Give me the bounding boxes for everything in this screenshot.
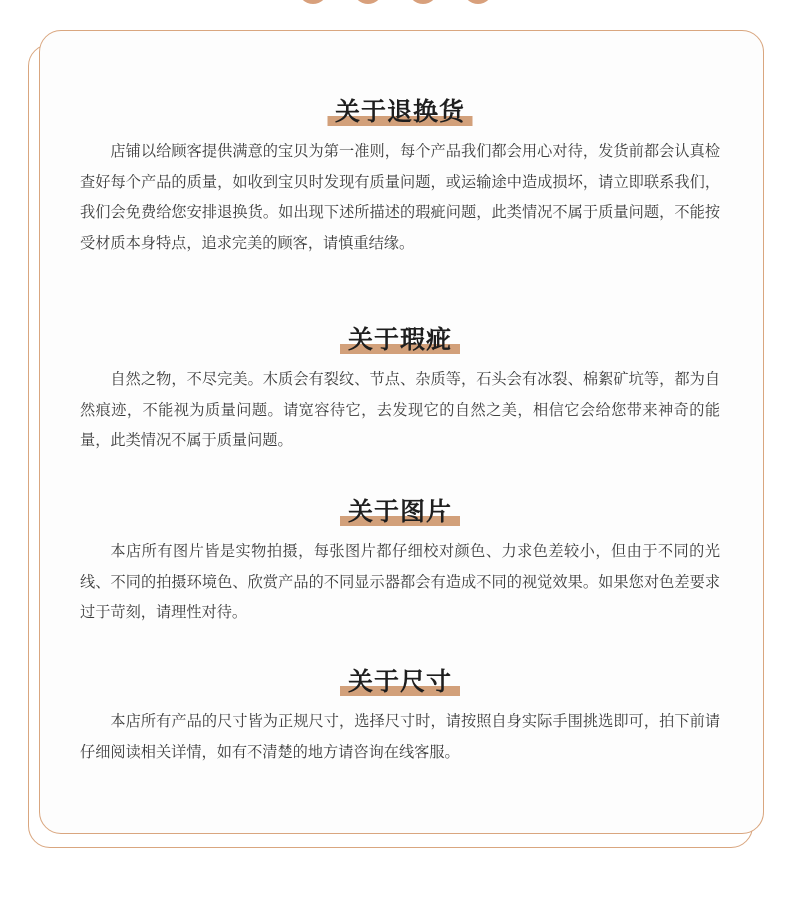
section-heading bbox=[80, 662, 720, 702]
section-flaws bbox=[80, 320, 720, 456]
section-heading bbox=[80, 92, 720, 132]
section-returns bbox=[80, 92, 720, 258]
decor-circle bbox=[353, 0, 383, 4]
section-title: 关于图片 bbox=[347, 497, 452, 526]
section-title: 关于退换货 bbox=[334, 97, 465, 126]
decor-circle bbox=[408, 0, 438, 4]
decor-circle bbox=[298, 0, 328, 4]
section-images bbox=[80, 492, 720, 628]
section-title: 关于瑕疵 bbox=[347, 325, 452, 354]
section-paragraph: 本店所有图片皆是实物拍摄，每张图片都仔细校对颜色、力求色差较小，但由于不同的光线、不同的拍摄环境色、欣赏产品的不同显示器都会有造成不同的视觉效果。如果您对色差要求过于苛刻，请理性对待。 bbox=[80, 542, 720, 621]
section-heading bbox=[80, 492, 720, 532]
section-heading bbox=[80, 320, 720, 360]
top-decoration bbox=[0, 0, 790, 10]
section-paragraph: 自然之物，不尽完美。木质会有裂纹、节点、杂质等，石头会有冰裂、棉絮矿坑等，都为自然痕迹，不能视为质量问题。请宽容待它，去发现它的自然之美，相信它会给您带来神奇的能量，此类情况不属于质量问题。 bbox=[80, 370, 720, 449]
section-paragraph: 本店所有产品的尺寸皆为正规尺寸，选择尺寸时，请按照自身实际手围挑选即可，拍下前请仔细阅读相关详情，如有不清楚的地方请咨询在线客服。 bbox=[80, 712, 720, 761]
decor-circle bbox=[463, 0, 493, 4]
section-paragraph: 店铺以给顾客提供满意的宝贝为第一准则，每个产品我们都会用心对待，发货前都会认真检查好每个产品的质量，如收到宝贝时发现有质量问题，或运输途中造成损坏，请立即联系我们，我们会免费给您安排退换货。如出现下述所描述的瑕疵问题，此类情况不属于质量问题，不能按受材质本身特点，追求完美的顾客，请慎重结缘。 bbox=[80, 142, 720, 252]
section-title: 关于尺寸 bbox=[347, 667, 452, 696]
section-size bbox=[80, 662, 720, 767]
